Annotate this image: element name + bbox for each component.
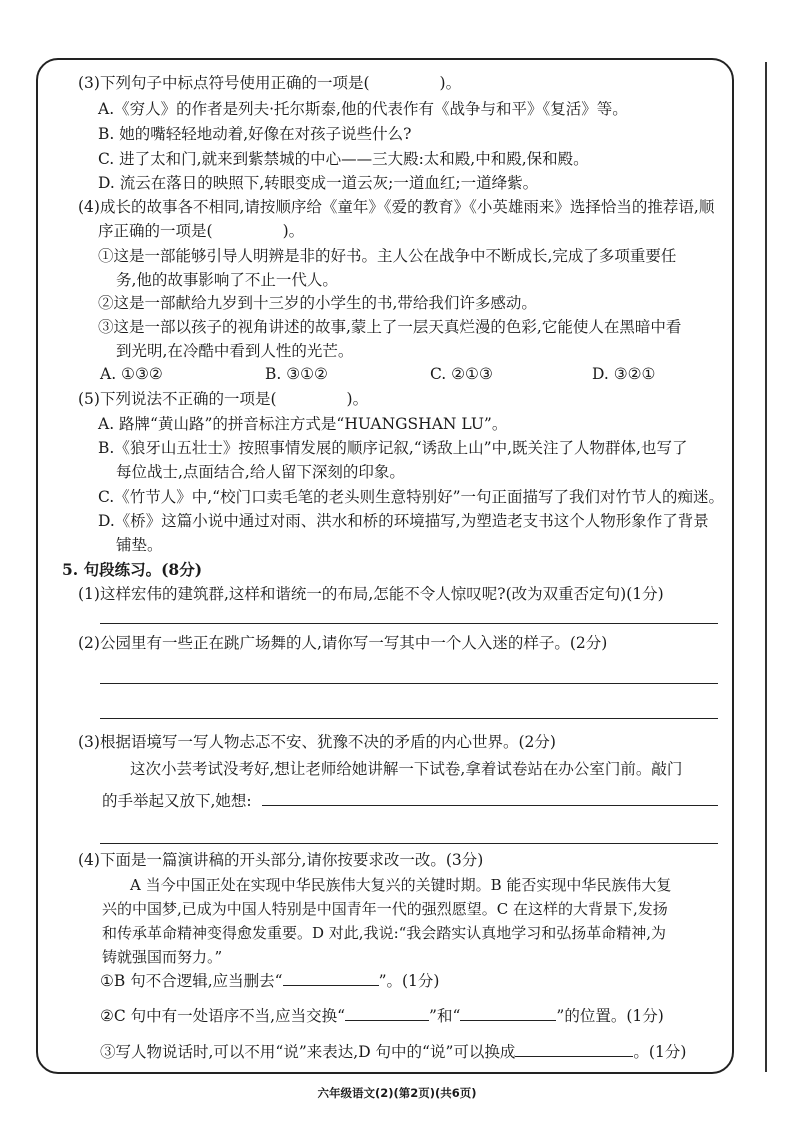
q4-stem-line2 bbox=[98, 220, 304, 242]
sec5-p3-context-line1: 这次小芸考试没考好,想让老师给她讲解一下试卷,拿着试卷站在办公室门前。敲门 bbox=[130, 760, 683, 778]
q4-rec2: ②这是一部献给九岁到十三岁的小学生的书,带给我们许多感动。 bbox=[98, 294, 537, 312]
speech-text-line4: 铸就强国而努力。” bbox=[102, 948, 223, 966]
sub2-conjunction: ”和“ bbox=[429, 1007, 461, 1025]
q5-option-b-line2: 每位战士,点面结合,给人留下深刻的印象。 bbox=[116, 463, 405, 481]
sub2-score: ”的位置。(1分) bbox=[556, 1007, 664, 1025]
sec5-p3-prompt: (3)根据语境写一写人物忐忑不安、犹豫不决的矛盾的内心世界。(2分) bbox=[78, 733, 556, 751]
q5-option-a: A. 路牌“黄山路”的拼音标注方式是“HUANGSHAN LU”。 bbox=[98, 415, 508, 433]
q4-rec1-line1: ①这是一部能够引导人明辨是非的好书。主人公在战争中不断成长,完成了多项重要任 bbox=[98, 247, 677, 265]
sub1-text: ①B 句不合逻辑,应当删去“ bbox=[100, 972, 283, 990]
sec5-p2-answer-line-2[interactable] bbox=[100, 718, 718, 719]
sec5-p3-context-line2: 的手举起又放下,她想: bbox=[102, 792, 252, 810]
q5-stem-text: (5)下列说法不正确的一项是( bbox=[78, 390, 277, 408]
section-5-title: 5. 句段练习。(8分) bbox=[62, 560, 203, 579]
q4-stem-line1: (4)成长的故事各不相同,请按顺序给《童年》《爱的教育》《小英雄雨来》选择恰当的推荐语,顺 bbox=[78, 198, 715, 216]
sec5-p4-sub2 bbox=[100, 1004, 664, 1027]
sec5-p3-answer-line-1[interactable] bbox=[262, 805, 718, 806]
q4-option-a: A. ①③② bbox=[100, 365, 163, 383]
sub2-text: ②C 句中有一处语序不当,应当交换“ bbox=[100, 1007, 346, 1025]
q5-option-b-line1: B.《狼牙山五壮士》按照事情发展的顺序记叙,“诱敌上山”中,既关注了人物群体,也写了 bbox=[98, 439, 688, 457]
q4-option-c: C. ②①③ bbox=[430, 365, 493, 383]
q5-option-d-line1: D.《桥》这篇小说中通过对雨、洪水和桥的环境描写,为塑造老支书这个人物形象作了背景 bbox=[98, 512, 709, 530]
q5-stem-end: )。 bbox=[346, 390, 369, 408]
sec5-p2-answer-line-1[interactable] bbox=[100, 683, 718, 684]
sub3-score: 。(1分) bbox=[633, 1043, 687, 1061]
q4-rec3-line1: ③这是一部以孩子的视角讲述的故事,蒙上了一层天真烂漫的色彩,它能使人在黑暗中看 bbox=[98, 318, 682, 336]
q3-stem-end: )。 bbox=[439, 74, 462, 92]
sec5-p4-sub1 bbox=[100, 969, 439, 992]
q4-rec1-line2: 务,他的故事影响了不止一代人。 bbox=[116, 271, 338, 289]
speech-text-line2: 兴的中国梦,已成为中国人特别是中国青年一代的强烈愿望。C 在这样的大背景下,发扬 bbox=[102, 900, 668, 918]
q5-option-d-line2: 铺垫。 bbox=[116, 536, 163, 554]
sub3-answer-blank[interactable] bbox=[515, 1040, 633, 1057]
speech-text-line3: 和传承革命精神变得愈发重要。D 对此,我说:“我会踏实认真地学习和弘扬革命精神,为 bbox=[102, 924, 667, 942]
page-footer: 六年级语文(2)(第2页)(共6页) bbox=[317, 1086, 477, 1100]
sec5-p1-answer-line[interactable] bbox=[100, 623, 718, 624]
q3-option-c: C. 进了太和门,就来到紫禁城的中心——三大殿:太和殿,中和殿,保和殿。 bbox=[98, 150, 589, 168]
sec5-p4-sub3 bbox=[100, 1040, 686, 1063]
sub1-answer-blank[interactable] bbox=[283, 969, 379, 986]
sec5-p3-answer-line-2[interactable] bbox=[100, 843, 718, 844]
sec5-p1-prompt: (1)这样宏伟的建筑群,这样和谐统一的布局,怎能不令人惊叹呢?(改为双重否定句)(1分) bbox=[78, 585, 664, 603]
q3-option-b: B. 她的嘴轻轻地动着,好像在对孩子说些什么? bbox=[98, 125, 412, 143]
q3-option-d: D. 流云在落日的映照下,转眼变成一道云灰;一道血红;一道绛紫。 bbox=[98, 174, 539, 192]
q3-stem-text: (3)下列句子中标点符号使用正确的一项是( bbox=[78, 74, 370, 92]
q3-option-a: A.《穷人》的作者是列夫·托尔斯泰,他的代表作有《战争与和平》《复活》等。 bbox=[98, 100, 628, 118]
sub1-score: ”。(1分) bbox=[378, 972, 440, 990]
q4-stem-end: )。 bbox=[282, 222, 305, 240]
q5-stem bbox=[78, 388, 368, 410]
binding-line bbox=[765, 62, 767, 1072]
q4-option-b: B. ③①② bbox=[265, 365, 328, 383]
sec5-p2-prompt: (2)公园里有一些正在跳广场舞的人,请你写一写其中一个人入迷的样子。(2分) bbox=[78, 634, 608, 652]
q4-stem-text: 序正确的一项是( bbox=[98, 222, 213, 240]
speech-text-line1: A 当今中国正处在实现中华民族伟大复兴的关键时期。B 能否实现中华民族伟大复 bbox=[130, 876, 672, 894]
sub2-answer-blank-2[interactable] bbox=[460, 1004, 556, 1021]
q4-rec3-line2: 到光明,在冷酷中看到人性的光芒。 bbox=[116, 342, 354, 360]
q3-stem bbox=[78, 72, 461, 94]
sub2-answer-blank-1[interactable] bbox=[345, 1004, 429, 1021]
sub3-text: ③写人物说话时,可以不用“说”来表达,D 句中的“说”可以换成 bbox=[100, 1043, 516, 1061]
q5-option-c: C.《竹节人》中,“校门口卖毛笔的老头则生意特别好”一句正面描写了我们对竹节人的痴迷。 bbox=[98, 488, 725, 506]
q4-option-d: D. ③②① bbox=[592, 365, 656, 383]
sec5-p4-prompt: (4)下面是一篇演讲稿的开头部分,请你按要求改一改。(3分) bbox=[78, 851, 484, 869]
